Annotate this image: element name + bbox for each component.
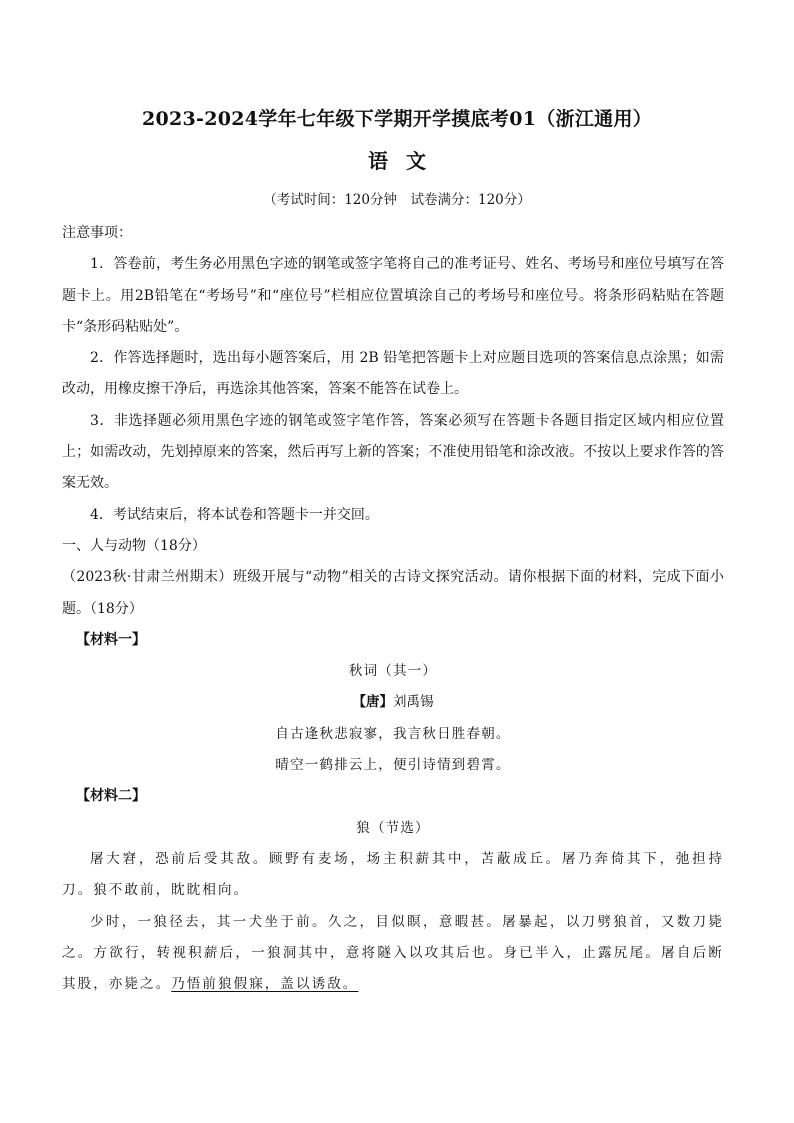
poem-title: 秋词（其一）	[348, 663, 438, 680]
material-1-label: 【材料一】	[76, 631, 146, 648]
prose-underlined-sentence: 乃悟前狼假寐，盖以诱敌。	[171, 976, 359, 993]
poem-line-2: 晴空一鹤排云上，便引诗情到碧霄。	[275, 757, 511, 774]
section-heading: 一、人与动物（18分）	[62, 537, 206, 554]
prose-title: 狼（节选）	[356, 819, 430, 836]
page-title: 2023-2024学年七年级下学期开学摸底考01（浙江通用）	[141, 108, 653, 130]
exam-body	[62, 218, 724, 1000]
note-item-2: 2．作答选择题时，选出每小题答案后，用 2B 铅笔把答题卡上对应题目选项的答案信息点涂黑；如需改动，用橡皮擦干净后，再选涂其他答案，答案不能答在试卷上。	[62, 350, 724, 398]
prose-paragraph-2-text: 少时，一狼径去，其一犬坐于前。久之，目似瞑，意暇甚。屠暴起，以刀劈狼首，又数刀毙之。方欲行，转视积薪后，一狼洞其中，意将隧入以攻其后也。身已半入，止露尻尾。屠自后断其股，亦毙之。	[62, 913, 724, 993]
poem-author	[62, 687, 724, 718]
poem-dynasty: 【唐】	[352, 694, 393, 711]
prose-paragraph-1: 屠大窘，恐前后受其敌。顾野有麦场，场主积薪其中，苫蔽成丘。屠乃奔倚其下，弛担持刀。狼不敢前，眈眈相向。	[62, 850, 724, 899]
poem-author-name: 刘禹锡	[393, 694, 434, 711]
poem-line-1: 自古逢秋悲寂寥，我言秋日胜春朝。	[275, 725, 511, 742]
notes-heading: 注意事项：	[62, 225, 132, 241]
prose-paragraph-2	[62, 907, 724, 1001]
note-item-3: 3．非选择题必须用黑色字迹的钢笔或签字笔作答，答案必须写在答题卡各题目指定区域内相应位置上；如需改动，先划掉原来的答案，然后再写上新的答案；不准使用铅笔和涂改液。不按以上要求作答的答案无效。	[62, 412, 724, 492]
material-2-label: 【材料二】	[76, 788, 146, 805]
exam-info: （考试时间：120分钟 试卷满分：120分）	[263, 192, 531, 208]
note-item-1: 1．答卷前，考生务必用黑色字迹的钢笔或签字笔将自己的准考证号、姓名、考场号和座位号填写在答题卡上。用2B铅笔在“考场号”和“座位号”栏相应位置填涂自己的考场号和座位号。将条形码粘贴在答题卡“条形码粘贴处”。	[62, 256, 724, 335]
note-item-4: 4．考试结束后，将本试卷和答题卡一并交回。	[90, 506, 379, 523]
subject-title: 语文	[368, 149, 444, 173]
section-intro: （2023秋·甘肃兰州期末）班级开展与“动物”相关的古诗文探究活动。请你根据下面的材料，完成下面小题。（18分）	[62, 569, 724, 617]
